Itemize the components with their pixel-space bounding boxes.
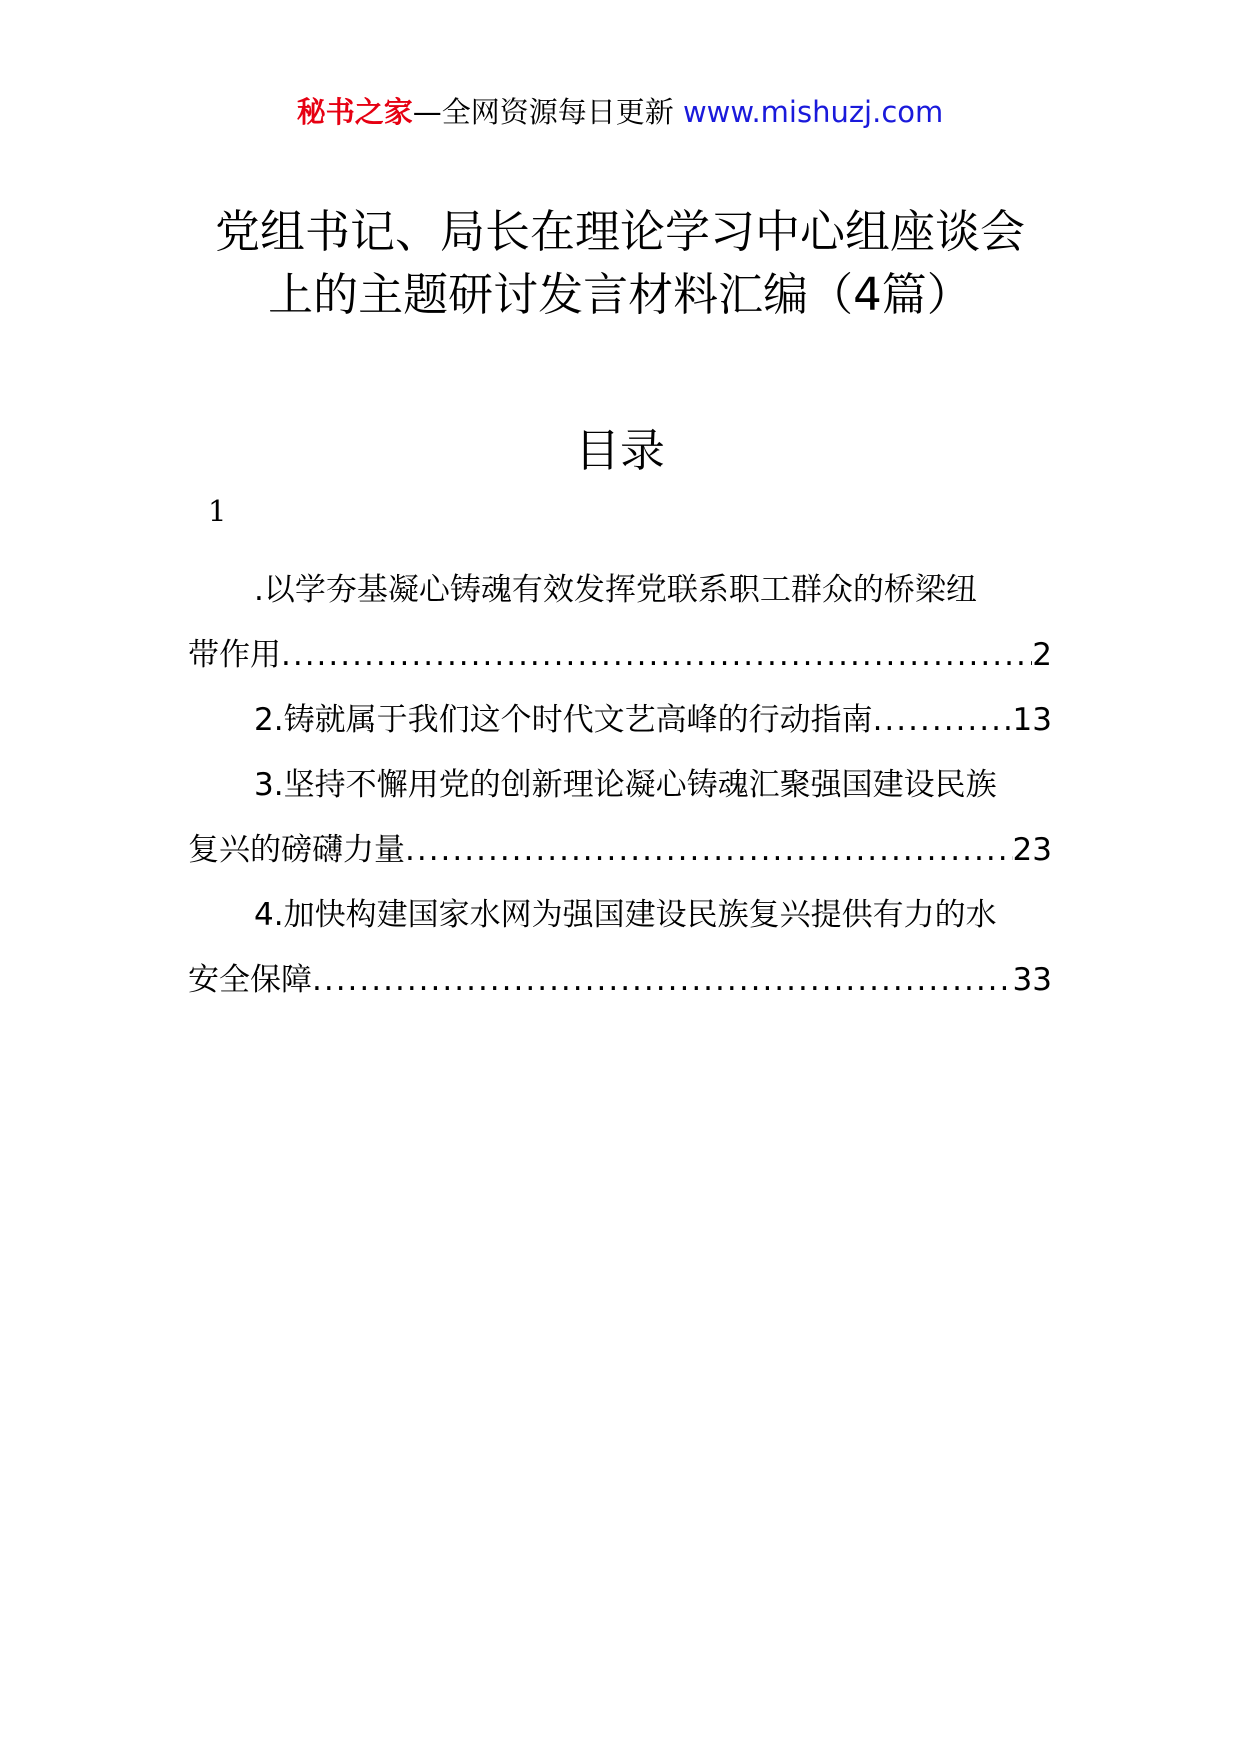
toc-heading: 目录 <box>574 424 665 477</box>
dot-leader <box>873 688 1013 753</box>
toc-page-number: 33 <box>1012 962 1052 998</box>
site-header <box>0 92 1240 132</box>
toc-entry-title-continued: 带作用 <box>188 637 281 673</box>
toc-stray-number: 1 <box>208 494 227 528</box>
toc-entry-continuation <box>188 948 1052 1013</box>
toc-page-number: 2 <box>1032 637 1052 673</box>
table-of-contents <box>188 558 1052 1013</box>
toc-entry-4[interactable] <box>188 883 1052 1013</box>
toc-page-number: 13 <box>1012 702 1052 738</box>
header-slogan: —全网资源每日更新 <box>412 95 674 129</box>
toc-entry-1[interactable] <box>188 558 1052 688</box>
toc-entry-3[interactable] <box>188 753 1052 883</box>
toc-entry-title-continued: 复兴的磅礴力量 <box>188 832 405 868</box>
toc-entry-2[interactable] <box>188 688 1052 753</box>
dot-leader <box>281 623 1032 688</box>
dot-leader <box>312 948 1013 1013</box>
toc-entry-title: 2.铸就属于我们这个时代文艺高峰的行动指南 <box>254 702 873 738</box>
toc-entry-line <box>188 688 1052 753</box>
toc-page-number: 23 <box>1012 832 1052 868</box>
toc-entry-continuation <box>188 623 1052 688</box>
dot-leader <box>405 818 1013 883</box>
toc-entry-title-continued: 安全保障 <box>188 962 312 998</box>
document-title <box>140 200 1100 326</box>
toc-entry-title: 4.加快构建国家水网为强国建设民族复兴提供有力的水 <box>254 897 997 933</box>
toc-entry-continuation <box>188 818 1052 883</box>
title-line-1: 党组书记、局长在理论学习中心组座谈会 <box>214 205 1025 258</box>
toc-entry-title: 3.坚持不懈用党的创新理论凝心铸魂汇聚强国建设民族 <box>254 767 997 803</box>
toc-entry-title: .以学夯基凝心铸魂有效发挥党联系职工群众的桥梁纽 <box>254 572 977 608</box>
brand-name: 秘书之家 <box>296 95 413 129</box>
site-url-link[interactable]: www.mishuzj.com <box>682 95 944 129</box>
title-line-2: 上的主题研讨发言材料汇编（4篇） <box>268 268 972 321</box>
